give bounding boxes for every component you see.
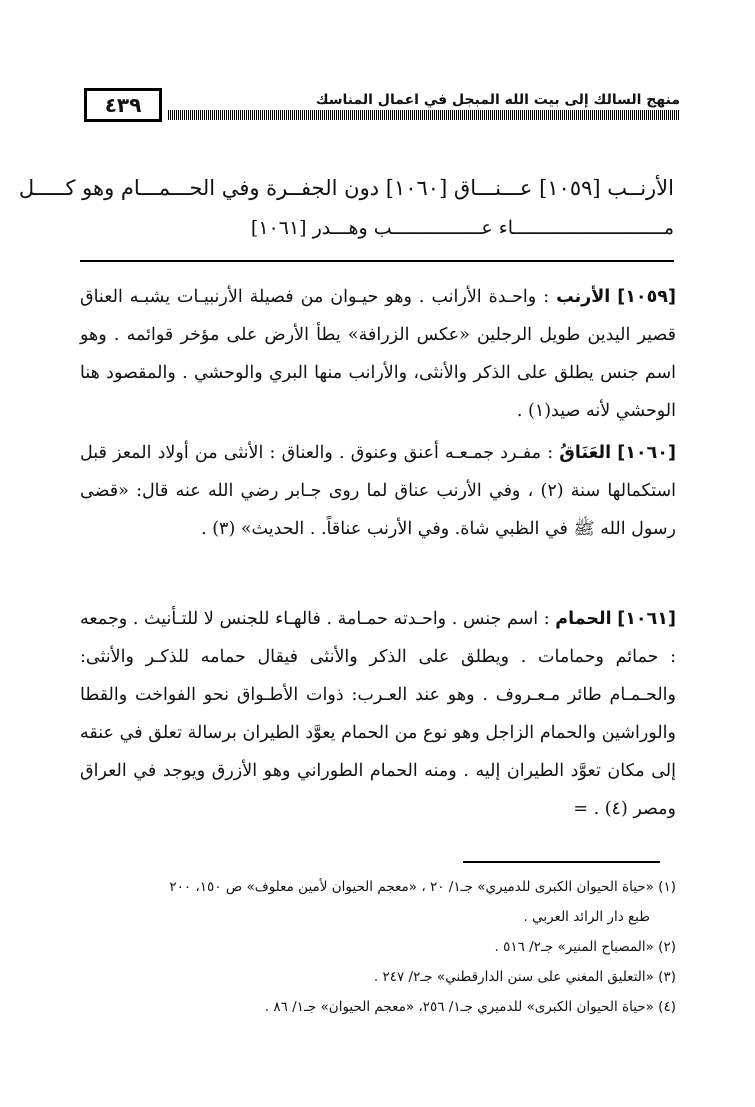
running-title: منهج السالك إلى بيت الله المبجل في اعمال المناسك <box>315 92 680 108</box>
header-rule <box>168 110 680 120</box>
note-term: الحمام <box>555 609 612 629</box>
note-term: الأرنب <box>556 287 611 307</box>
footnote-1: (١) «حياة الحيوان الكبرى للدميري» جـ١/ ٢٠ ، «معجم الحيوان لأمين معلوف» ص ١٥٠، ٢٠٠ <box>169 879 676 895</box>
footnotes <box>80 872 676 1022</box>
note-number: [١٠٥٩] <box>617 287 676 307</box>
note-term: العَنَاقُ <box>559 443 612 463</box>
page-header <box>84 86 680 130</box>
note-text: : مفـرد جمـعـه أعنق وعنوق . والعناق : الأنثى من أولاد المعز قبل استكمالها سنة (٢) ، وفي الأرنب عناق لما روى جـابر رضي الله عنه قال: «قضى رسول الله ﷺ في الظبي شاة. وفي الأرنب عناقاً. . الحديث» (٣) . <box>80 443 676 539</box>
page-number: ٤٣٩ <box>84 88 162 122</box>
note-number: [١٠٦٠] <box>617 443 676 463</box>
footnote-divider <box>463 861 660 863</box>
footnote-4: (٤) «حياة الحيوان الكبرى» للدميري جـ١/ ٢٥٦، «معجم الحيوان» جـ١/ ٨٦ . <box>264 999 676 1015</box>
poem-divider <box>80 260 674 262</box>
note-1059 <box>80 278 676 430</box>
note-text: : اسم جنس . واحـدته حمـامة . فالهـاء للجنس لا للتـأنيث . وجمعه : حمائم وحمامات . ويطلق على الذكر والأنثى فيقال حمامه للذكـر والأنثى: والحـمـام طائر مـعـروف . وهو عند العـرب: ذوات الأطـواق نحو الفواخت والقطا والوراشين والحمام الزاجل وهو نوع من الحمام يعوَّد الطيران برسالة تعلق في عنقه إلى مكان تعوَّد الطيران إليه . ومنه الحمام الطوراني وهو الأزرق ويوجد في العراق ومصر (٤) . = <box>80 609 676 819</box>
footnote-2: (٢) «المصباح المنير» جـ٢/ ٥١٦ . <box>494 939 676 955</box>
note-1060 <box>80 434 676 548</box>
footnote-1-continued: طبع دار الرائد العربي . <box>523 909 650 925</box>
poem-line-1: الأرنــب [١٠٥٩] عـــنـــاق [١٠٦٠] دون الجفــرة وفي الحـــمـــام وهو كـــــل <box>18 176 674 200</box>
note-text: : واحـدة الأرانب . وهو حيـوان من فصيلة الأرنبيـات يشبـه العناق قصير اليدين طويل الرجلين «عكس الزرافة» يطأ الأرض على مؤخر قوائمه . وهو اسم جنس يطلق على الذكر والأنثى، والأرانب منها البري والوحشي . والمقصود هنا الوحشي لأنه صيد(١) . <box>80 287 676 421</box>
footnote-3: (٣) «التعليق المغني على سنن الدارقطني» جـ٢/ ٢٤٧ . <box>373 969 676 985</box>
poem-line-2: مـــــــــــــــــــــــــــاء عــــــــــــــــب وهـــدر [١٠٦١] <box>250 217 674 239</box>
poem-verse <box>18 168 674 248</box>
note-number: [١٠٦١] <box>617 609 676 629</box>
note-1061 <box>80 600 676 828</box>
